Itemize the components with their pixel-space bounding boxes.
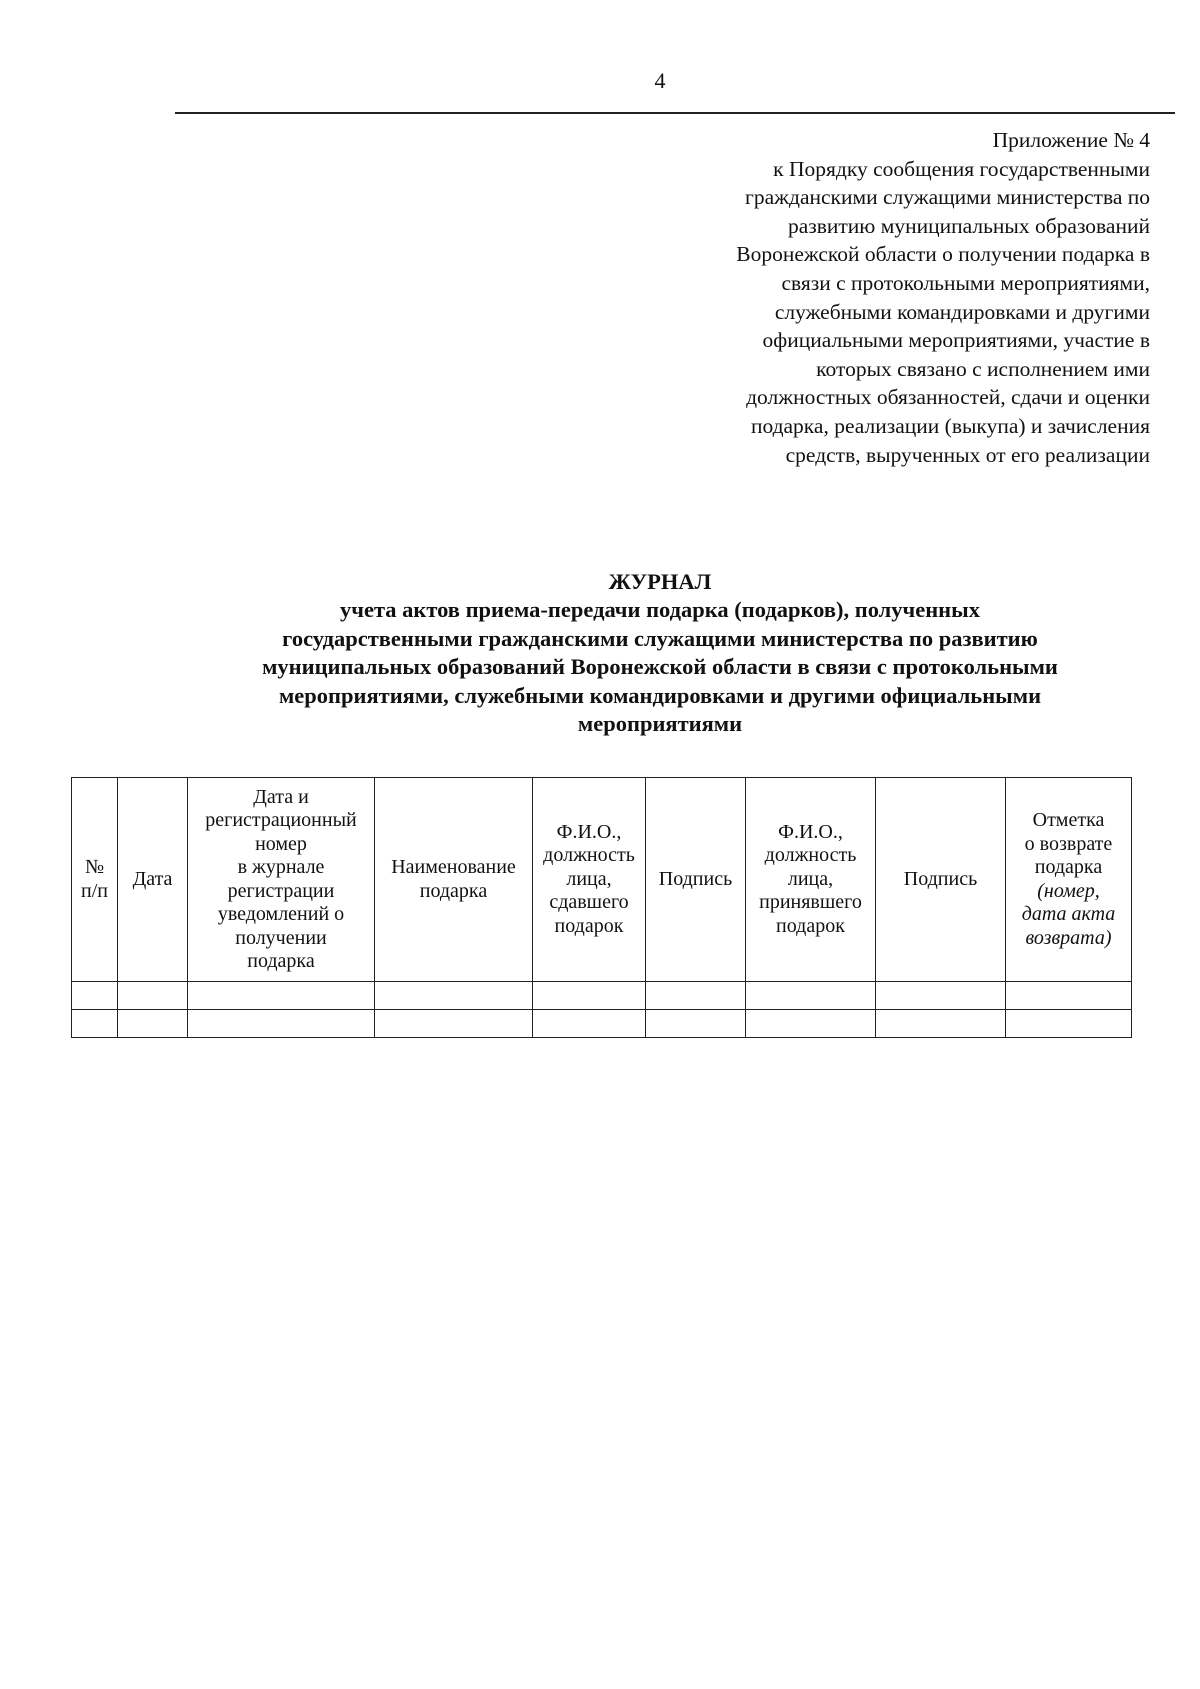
title-heading: ЖУРНАЛ — [608, 569, 712, 594]
col-header-number — [72, 778, 118, 982]
table-cell[interactable] — [1006, 982, 1132, 1010]
header-line: Ф.И.О., — [778, 820, 843, 843]
table-cell[interactable] — [746, 982, 876, 1010]
table-cell[interactable] — [876, 982, 1006, 1010]
table-row — [72, 1010, 1132, 1038]
header-line: Ф.И.О., — [556, 820, 622, 843]
title-line: мероприятиями — [577, 711, 743, 737]
header-divider — [175, 112, 1175, 114]
title-line: муниципальных образований Воронежской области в связи с протокольными — [262, 654, 1058, 680]
appendix-line: к Порядку сообщения государственными — [773, 156, 1150, 181]
header-line: лица, — [566, 867, 612, 890]
header-line: Дата — [132, 867, 173, 890]
header-line: о возврате — [1024, 832, 1113, 855]
header-line: подарок — [776, 914, 845, 937]
table-cell[interactable] — [533, 982, 646, 1010]
table-cell[interactable] — [646, 1010, 746, 1038]
header-line: дата акта — [1021, 903, 1116, 925]
table-cell[interactable] — [533, 1010, 646, 1038]
header-line: лица, — [787, 867, 834, 890]
header-line: регистрационный — [205, 809, 357, 831]
header-line: подарка — [1034, 856, 1103, 878]
appendix-line: Приложение № 4 — [992, 128, 1150, 152]
col-header-gift-name — [375, 778, 533, 982]
title-line: государственными гражданскими служащими министерства по развитию — [282, 625, 1038, 651]
header-line: подарка — [247, 950, 315, 972]
appendix-line: связи с протокольными мероприятиями, — [781, 270, 1150, 295]
appendix-line: Воронежской области о получении подарка в — [736, 242, 1150, 267]
appendix-line: которых связано с исполнением ими — [816, 356, 1150, 381]
header-line: возврата) — [1025, 926, 1112, 949]
header-line: принявшего — [759, 891, 862, 914]
journal-title — [0, 568, 1200, 738]
col-header-receiver — [746, 778, 876, 982]
header-line: получении — [235, 926, 327, 949]
header-line: (номер, — [1037, 879, 1100, 902]
header-line: Подпись — [903, 867, 978, 890]
header-line: сдавшего — [549, 891, 629, 914]
appendix-line: гражданскими служащими министерства по — [745, 185, 1150, 210]
header-line: регистрации — [227, 879, 335, 902]
table-cell[interactable] — [188, 1010, 375, 1038]
header-line: должность — [764, 844, 857, 867]
table-cell[interactable] — [646, 982, 746, 1010]
header-line: номер — [255, 832, 307, 855]
page-number: 4 — [654, 68, 666, 93]
appendix-line: развитию муниципальных образований — [787, 213, 1150, 238]
header-row — [72, 778, 1132, 982]
header-line: подарка — [419, 879, 488, 902]
title-line: мероприятиями, служебными командировками и другими официальными — [278, 682, 1042, 708]
table-cell[interactable] — [876, 1010, 1006, 1038]
col-header-return-mark — [1006, 778, 1132, 982]
appendix-note — [550, 126, 1150, 469]
appendix-line: средств, вырученных от его реализации — [785, 442, 1150, 467]
header-line: Подпись — [658, 867, 733, 890]
col-header-signature-giver — [646, 778, 746, 982]
appendix-line: официальными мероприятиями, участие в — [762, 328, 1150, 353]
header-line: Дата и — [253, 785, 309, 808]
header-line: должность — [543, 844, 635, 867]
table-cell[interactable] — [746, 1010, 876, 1038]
header-line: в журнале — [237, 856, 325, 878]
table-cell[interactable] — [72, 1010, 118, 1038]
header-line: подарок — [554, 914, 624, 937]
title-line: учета актов приема-передачи подарка (подарков), полученных — [340, 597, 980, 623]
table-cell[interactable] — [188, 982, 375, 1010]
header-line: Наименование — [391, 856, 516, 878]
table-cell[interactable] — [375, 1010, 533, 1038]
journal-table — [71, 777, 1132, 1038]
table-row — [72, 982, 1132, 1010]
header-line: уведомлений о — [217, 903, 345, 925]
col-header-giver — [533, 778, 646, 982]
table-cell[interactable] — [118, 982, 188, 1010]
header-line: п/п — [81, 879, 108, 902]
col-header-signature-receiver — [876, 778, 1006, 982]
appendix-line: должностных обязанностей, сдачи и оценки — [746, 385, 1150, 410]
col-header-registration — [188, 778, 375, 982]
appendix-line: служебными командировками и другими — [774, 299, 1150, 324]
col-header-date — [118, 778, 188, 982]
table-cell[interactable] — [375, 982, 533, 1010]
table-cell[interactable] — [72, 982, 118, 1010]
header-line: Отметка — [1032, 809, 1105, 831]
header-line: № — [84, 856, 105, 878]
table-cell[interactable] — [1006, 1010, 1132, 1038]
appendix-line: подарка, реализации (выкупа) и зачисления — [750, 413, 1150, 438]
table-cell[interactable] — [118, 1010, 188, 1038]
